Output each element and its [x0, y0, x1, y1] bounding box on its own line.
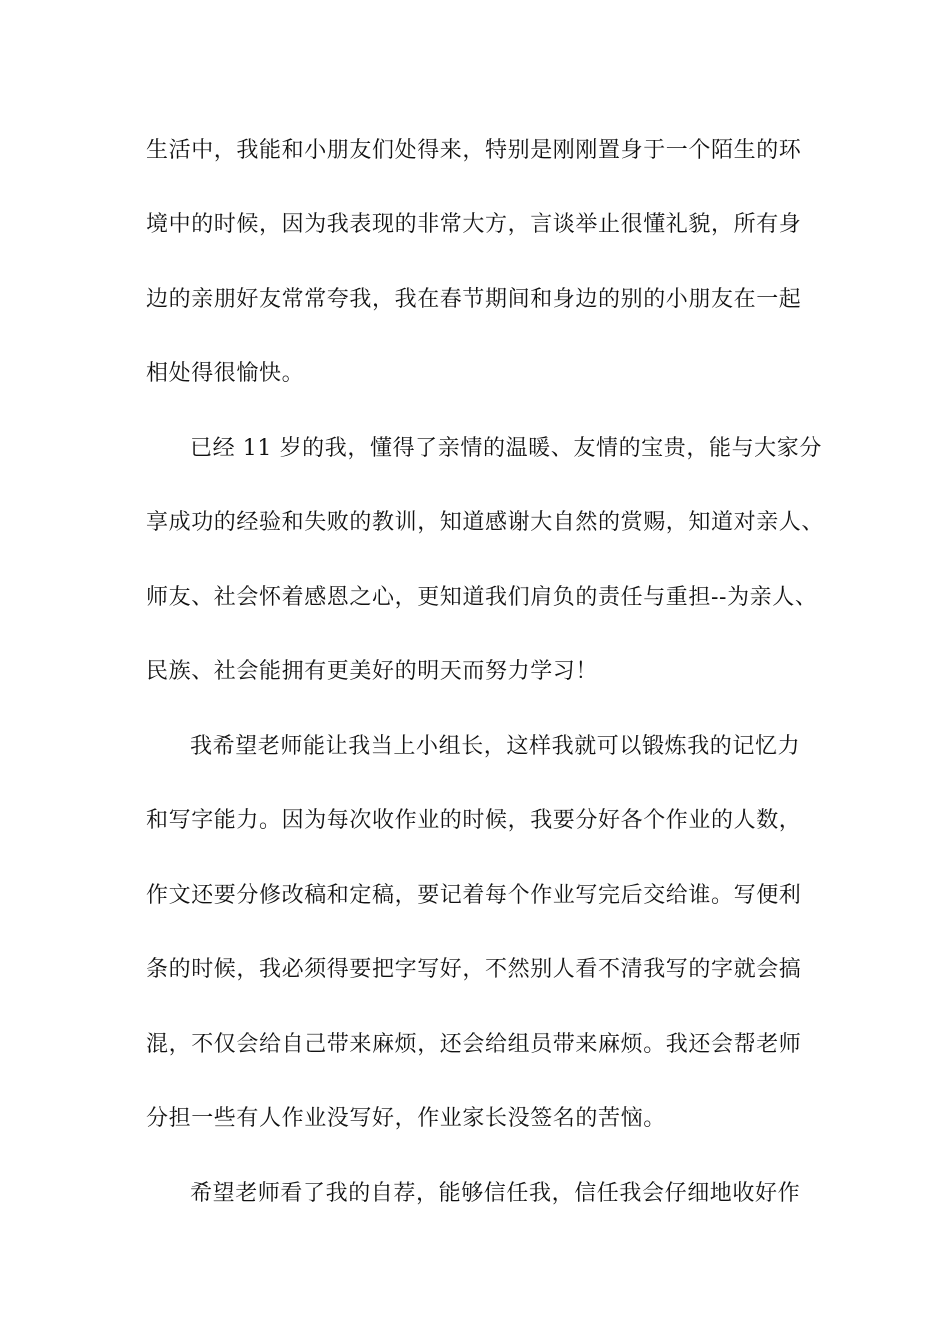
- text-line: 我希望老师能让我当上小组长，这样我就可以锻炼我的记忆力: [190, 734, 801, 759]
- text-line: 师友、社会怀着感恩之心，更知道我们肩负的责任与重担--为亲人、: [146, 585, 818, 610]
- text-line: 混，不仅会给自己带来麻烦，还会给组员带来麻烦。我还会帮老师: [146, 1032, 802, 1057]
- text-line: 生活中，我能和小朋友们处得来，特别是刚刚置身于一个陌生的环: [146, 138, 802, 163]
- text-line: 民族、社会能拥有更美好的明天而努力学习！: [146, 659, 599, 684]
- text-line: 相处得很愉快。: [146, 361, 305, 386]
- text-line: 希望老师看了我的自荐，能够信任我，信任我会仔细地收好作: [190, 1181, 801, 1206]
- text-line: 境中的时候，因为我表现的非常大方，言谈举止很懂礼貌，所有身: [146, 212, 802, 237]
- text-line: 边的亲朋好友常常夸我，我在春节期间和身边的别的小朋友在一起: [146, 287, 802, 312]
- text-line: 作文还要分修改稿和定稿，要记着每个作业写完后交给谁。写便利: [146, 883, 802, 908]
- text-line: 享成功的经验和失败的教训，知道感谢大自然的赏赐，知道对亲人、: [146, 510, 825, 535]
- text-line: 分担一些有人作业没写好，作业家长没签名的苦恼。: [146, 1106, 666, 1131]
- text-line: 已经 11 岁的我，懂得了亲情的温暖、友情的宝贵，能与大家分: [190, 436, 822, 461]
- text-line: 条的时候，我必须得要把字写好，不然别人看不清我写的字就会搞: [146, 957, 802, 982]
- text-line: 和写字能力。因为每次收作业的时候，我要分好各个作业的人数，: [146, 808, 802, 833]
